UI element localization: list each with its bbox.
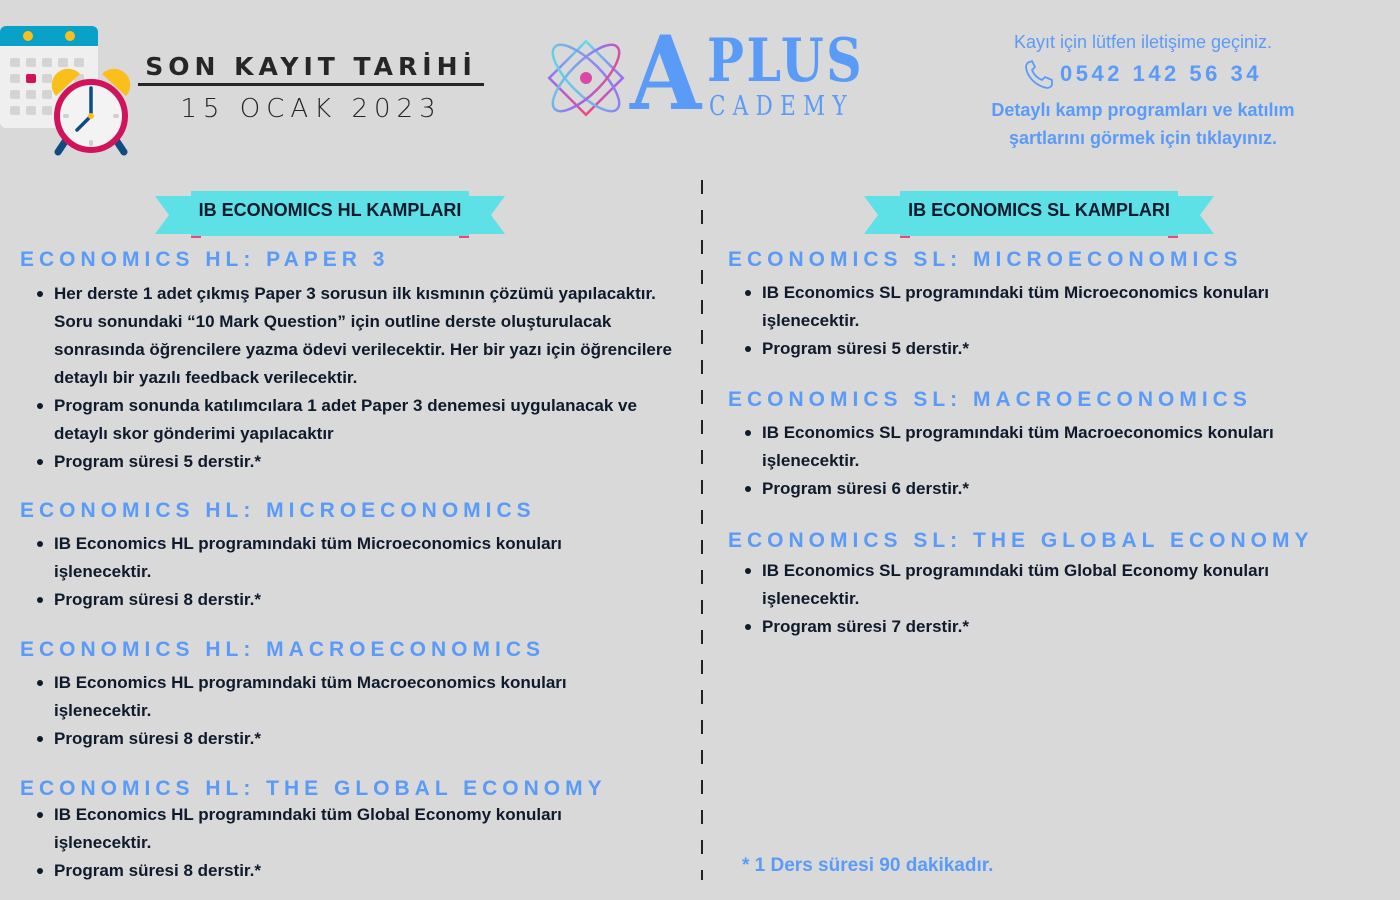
list-item: Program süresi 8 derstir.* bbox=[20, 586, 640, 614]
hl-paper3-list bbox=[20, 280, 690, 476]
hl-global-title: ECONOMICS HL: THE GLOBAL ECONOMY bbox=[20, 777, 607, 800]
logo-word-plus: PLUS bbox=[707, 26, 865, 96]
hl-micro-title: ECONOMICS HL: MICROECONOMICS bbox=[20, 499, 536, 522]
logo-word-academy: CADEMY bbox=[709, 91, 854, 122]
deadline-title: SON KAYIT TARİHİ bbox=[138, 52, 484, 86]
hl-micro-list bbox=[20, 530, 640, 614]
hl-macro-title: ECONOMICS HL: MACROECONOMICS bbox=[20, 638, 545, 661]
list-item: Program sonunda katılımcılara 1 adet Paper 3 denemesi uygulanacak ve detaylı skor gönderimi yapılacaktır bbox=[20, 392, 690, 448]
deadline-date: 15 OCAK 2023 bbox=[180, 94, 442, 124]
list-item: Her derste 1 adet çıkmış Paper 3 sorusun ilk kısmının çözümü yapılacaktır. Soru sonundaki “10 Mark Question” için outline derste oluşturulacak sonrasında öğrencilere yazma ödevi verilecektir. Her bir yazı için öğrencilere detaylı bir yazılı feedback verilecektir. bbox=[20, 280, 690, 392]
sl-global-list bbox=[728, 557, 1348, 641]
contact-prompt: Kayıt için lütfen iletişime geçiniz. bbox=[1013, 32, 1273, 52]
list-item: Program süresi 5 derstir.* bbox=[728, 335, 1348, 363]
hl-global-list bbox=[20, 801, 640, 885]
list-item: IB Economics SL programındaki tüm Microeconomics konuları işlenecektir. bbox=[728, 279, 1348, 335]
hl-macro-list bbox=[20, 669, 650, 753]
logo-letter-a: A bbox=[630, 14, 702, 134]
list-item: IB Economics SL programındaki tüm Global Economy konuları işlenecektir. bbox=[728, 557, 1348, 613]
program-details-link[interactable]: Detaylı kamp programları ve katılım şartlarını görmek için tıklayınız. bbox=[991, 100, 1295, 148]
lesson-duration-footnote: * 1 Ders süresi 90 dakikadır. bbox=[742, 855, 994, 876]
atom-logo-icon bbox=[540, 32, 632, 124]
sl-micro-list bbox=[728, 279, 1348, 363]
list-item: IB Economics HL programındaki tüm Macroeconomics konuları işlenecektir. bbox=[20, 669, 650, 725]
list-item: IB Economics HL programındaki tüm Microeconomics konuları işlenecektir. bbox=[20, 530, 640, 586]
sl-micro-title: ECONOMICS SL: MICROECONOMICS bbox=[728, 248, 1243, 271]
hl-ribbon bbox=[155, 186, 505, 238]
sl-macro-list bbox=[728, 419, 1358, 503]
sl-ribbon-label: IB ECONOMICS SL KAMPLARI bbox=[908, 200, 1170, 220]
list-item: Program süresi 6 derstir.* bbox=[728, 475, 1358, 503]
sl-ribbon bbox=[864, 186, 1214, 238]
list-item: Program süresi 8 derstir.* bbox=[20, 725, 650, 753]
list-item: Program süresi 5 derstir.* bbox=[20, 448, 690, 476]
list-item: IB Economics SL programındaki tüm Macroeconomics konuları işlenecektir. bbox=[728, 419, 1358, 475]
phone-number[interactable]: 0542 142 56 34 bbox=[1060, 61, 1262, 86]
alarm-clock-icon bbox=[50, 66, 132, 156]
sl-macro-title: ECONOMICS SL: MACROECONOMICS bbox=[728, 388, 1252, 411]
hl-paper3-title: ECONOMICS HL: PAPER 3 bbox=[20, 248, 390, 271]
phone-icon bbox=[1024, 58, 1058, 90]
list-item: Program süresi 8 derstir.* bbox=[20, 857, 640, 885]
list-item: Program süresi 7 derstir.* bbox=[728, 613, 1348, 641]
list-item: IB Economics HL programındaki tüm Global Economy konuları işlenecektir. bbox=[20, 801, 640, 857]
hl-ribbon-label: IB ECONOMICS HL KAMPLARI bbox=[198, 200, 462, 220]
sl-global-title: ECONOMICS SL: THE GLOBAL ECONOMY bbox=[728, 529, 1314, 552]
phone-row[interactable] bbox=[960, 58, 1326, 90]
column-divider bbox=[701, 180, 703, 880]
